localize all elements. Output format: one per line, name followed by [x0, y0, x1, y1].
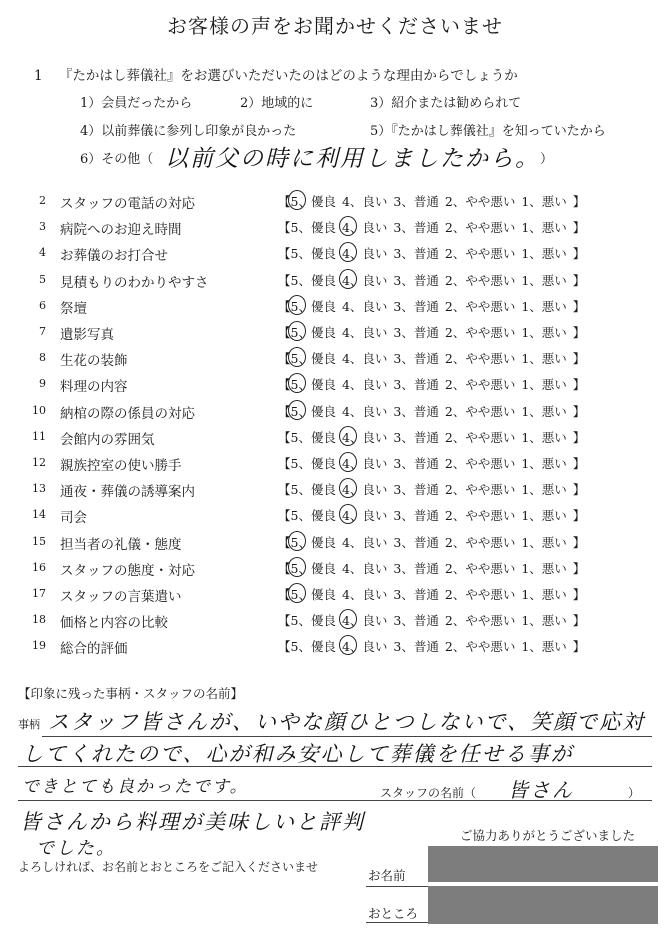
rating-row: [0, 426, 670, 450]
scale-open-bracket: 【: [278, 429, 291, 445]
scale-close-bracket: 】: [572, 272, 586, 288]
option-1: 1）会員だったから: [80, 96, 193, 111]
rating-row: [0, 478, 670, 502]
rating-label: 遺影写真: [60, 327, 114, 343]
thanks-message: ご協力ありがとうございました: [460, 828, 636, 843]
scale-option: 2、やや悪い: [444, 220, 516, 236]
scale-option-selected: 4、良い: [341, 220, 388, 236]
scale-option: 4、良い: [341, 325, 388, 340]
request-message: よろしければ、お名前とおところをご記入くださいませ: [18, 860, 319, 874]
scale-option: 1、悪い: [521, 613, 567, 629]
impression-line-1: スタッフ皆さんが、いやな顔ひとつしないで、笑顔で応対: [48, 710, 646, 734]
scale-open-bracket: 【: [278, 508, 291, 524]
rating-scale: [278, 192, 585, 210]
scale-option: 4、良い: [341, 403, 388, 419]
scale-close-bracket: 】: [572, 508, 586, 524]
option-6-close: ）: [540, 152, 554, 167]
rating-label: 司会: [60, 510, 87, 527]
rating-row: [0, 269, 670, 293]
rating-number: 14: [32, 508, 46, 522]
rating-label: 親族控室の使い勝手: [60, 458, 182, 474]
scale-option: 1、悪い: [521, 351, 567, 367]
rating-row: [0, 216, 670, 240]
rating-number: 12: [32, 456, 46, 469]
scale-option-selected: 5、優良: [290, 377, 336, 393]
rating-number: 11: [32, 429, 46, 443]
scale-option: 5、優良: [290, 456, 336, 471]
scale-option: 3、普通: [393, 194, 439, 209]
scale-option-selected: 4、良い: [341, 456, 388, 471]
scale-close-bracket: 】: [572, 403, 586, 419]
scale-option: 3、普通: [393, 587, 439, 602]
rating-number: 17: [32, 587, 46, 600]
scale-option: 4、良い: [341, 560, 388, 576]
rating-number: 15: [32, 534, 46, 548]
rating-row: [0, 504, 670, 528]
scale-option: 5、優良: [290, 482, 336, 498]
rating-scale: [278, 454, 585, 472]
scale-option: 2、やや悪い: [444, 508, 516, 524]
scale-option: 3、普通: [393, 377, 439, 393]
scale-option: 1、悪い: [521, 272, 567, 288]
scale-close-bracket: 】: [572, 246, 586, 262]
scale-option-selected: 5、優良: [290, 403, 336, 419]
scale-option: 3、普通: [393, 351, 439, 367]
scale-open-bracket: 【: [278, 587, 291, 602]
scale-option: 2、やや悪い: [444, 560, 516, 576]
scale-option: 3、普通: [393, 403, 439, 419]
rating-number: 13: [32, 482, 46, 496]
rating-row: [0, 609, 670, 633]
address-redaction: [428, 886, 658, 924]
rating-row: [0, 635, 670, 659]
scale-option-selected: 5、優良: [290, 534, 336, 550]
rating-label: 病院へのお迎え時間: [60, 222, 182, 239]
scale-option: 2、やや悪い: [444, 377, 516, 393]
option-6: 6）その他（: [80, 152, 154, 167]
writing-line: [42, 736, 652, 737]
scale-option: 1、悪い: [521, 560, 567, 576]
scale-option: 1、悪い: [521, 639, 567, 655]
other-answer-handwritten: 以前父の時に利用しましたから。: [165, 146, 540, 172]
scale-open-bracket: 【: [278, 246, 291, 262]
scale-open-bracket: 【: [278, 560, 291, 576]
scale-option: 2、やや悪い: [444, 639, 516, 655]
rating-label: 見積もりのわかりやすさ: [60, 274, 209, 291]
rating-label: 料理の内容: [60, 379, 128, 396]
scale-close-bracket: 】: [572, 325, 586, 340]
staff-name-label: スタッフの名前（: [380, 786, 477, 800]
scale-option: 1、悪い: [521, 456, 567, 471]
rating-number: 10: [32, 403, 46, 417]
scale-option: 2、やや悪い: [444, 429, 516, 445]
rating-row: [0, 373, 670, 397]
scale-close-bracket: 】: [572, 456, 586, 471]
scale-option: 5、優良: [290, 639, 336, 655]
scale-option: 3、普通: [393, 482, 439, 498]
scale-option: 1、悪い: [521, 534, 567, 550]
staff-name-close: ）: [628, 786, 641, 800]
rating-number: 6: [39, 298, 46, 312]
scale-option: 4、良い: [341, 534, 388, 550]
scale-close-bracket: 】: [572, 220, 586, 236]
rating-row: [0, 400, 670, 424]
scale-option-selected: 4、良い: [341, 429, 388, 445]
scale-option-selected: 4、良い: [341, 272, 388, 288]
scale-option: 3、普通: [393, 560, 439, 576]
scale-option-selected: 4、良い: [341, 613, 388, 629]
scale-open-bracket: 【: [278, 482, 291, 498]
scale-option: 3、普通: [393, 639, 439, 655]
impression-heading: 【印象に残った事柄・スタッフの名前】: [18, 686, 244, 701]
scale-option: 1、悪い: [521, 325, 567, 340]
scale-option-selected: 5、優良: [290, 194, 336, 209]
scale-option: 3、普通: [393, 456, 439, 471]
rating-row: [0, 295, 670, 319]
scale-option: 5、優良: [290, 220, 336, 236]
scale-option: 1、悪い: [521, 482, 567, 498]
rating-row: [0, 583, 670, 607]
address-label: おところ: [368, 906, 419, 921]
scale-close-bracket: 】: [572, 194, 586, 209]
rating-scale: [278, 559, 585, 577]
scale-close-bracket: 】: [572, 377, 586, 393]
impression-line-4: 皆さんから料理が美味しいと評判: [20, 810, 365, 834]
jigara-label: 事柄: [18, 718, 40, 731]
scale-option: 5、優良: [290, 246, 336, 262]
rating-row: [0, 190, 670, 214]
scale-option: 3、普通: [393, 429, 439, 445]
question-text: 『たかはし葬儀社』をお選びいただいたのはどのような理由からでしょうか: [58, 68, 518, 84]
scale-close-bracket: 】: [572, 639, 586, 655]
scale-option: 2、やや悪い: [444, 403, 516, 419]
rating-row: [0, 347, 670, 371]
scale-option: 2、やや悪い: [444, 534, 516, 550]
scale-open-bracket: 【: [278, 325, 291, 340]
scale-close-bracket: 】: [572, 429, 586, 445]
rating-number: 16: [32, 560, 46, 574]
scale-option: 5、優良: [290, 613, 336, 629]
scale-option: 3、普通: [393, 613, 439, 629]
page-title: お客様の声をお聞かせくださいませ: [167, 14, 503, 38]
scale-option-selected: 4、良い: [341, 482, 388, 498]
scale-option: 1、悪い: [521, 194, 567, 209]
rating-label: お葬儀のお打合せ: [60, 248, 168, 265]
rating-row: [0, 321, 670, 345]
rating-label: スタッフの電話の対応: [60, 196, 195, 212]
rating-label: 総合的評価: [60, 641, 128, 658]
scale-option: 3、普通: [393, 298, 439, 314]
scale-open-bracket: 【: [278, 613, 291, 629]
scale-option: 4、良い: [341, 377, 388, 393]
scale-option: 1、悪い: [521, 429, 567, 445]
rating-number: 5: [39, 272, 46, 286]
rating-label: スタッフの言葉遣い: [60, 589, 182, 605]
option-4: 4）以前葬儀に参列し印象が良かった: [80, 124, 297, 139]
rating-number: 4: [39, 246, 46, 260]
scale-option: 2、やや悪い: [444, 456, 516, 471]
scale-open-bracket: 【: [278, 272, 291, 288]
option-2: 2）地域的に: [240, 96, 314, 111]
scale-option: 3、普通: [393, 220, 439, 236]
rating-scale: [278, 297, 585, 315]
name-label: お名前: [368, 868, 406, 883]
question-1: [34, 64, 518, 84]
rating-number: 9: [39, 377, 46, 391]
scale-option: 1、悪い: [521, 298, 567, 314]
rating-label: 担当者の礼儀・態度: [60, 536, 182, 553]
rating-scale: [278, 271, 585, 289]
scale-option-selected: 4、良い: [341, 246, 388, 262]
rating-label: 通夜・葬儀の誘導案内: [60, 484, 195, 501]
rating-label: 会館内の雰囲気: [60, 431, 155, 448]
rating-scale: [278, 349, 585, 367]
scale-open-bracket: 【: [278, 298, 291, 314]
scale-close-bracket: 】: [572, 613, 586, 629]
scale-option: 2、やや悪い: [444, 246, 516, 262]
scale-close-bracket: 】: [572, 482, 586, 498]
scale-option-selected: 5、優良: [290, 298, 336, 314]
rating-scale: [278, 480, 585, 498]
scale-close-bracket: 】: [572, 587, 586, 602]
scale-option: 1、悪い: [521, 377, 567, 393]
rating-label: 価格と内容の比較: [60, 615, 168, 632]
rating-number: 3: [39, 220, 46, 234]
scale-open-bracket: 【: [278, 194, 291, 209]
scale-option: 3、普通: [393, 246, 439, 262]
rating-scale: [278, 375, 585, 393]
scale-option: 2、やや悪い: [444, 325, 516, 340]
scale-option: 1、悪い: [521, 246, 567, 262]
scale-option-selected: 5、優良: [290, 325, 336, 340]
scale-open-bracket: 【: [278, 377, 291, 393]
scale-option: 2、やや悪い: [444, 272, 516, 288]
scale-option-selected: 4、良い: [341, 639, 388, 655]
rating-scale: [278, 218, 585, 236]
scale-option: 1、悪い: [521, 403, 567, 419]
scale-option: 3、普通: [393, 534, 439, 550]
scale-option: 3、普通: [393, 325, 439, 340]
scale-option-selected: 5、優良: [290, 560, 336, 576]
rating-label: 祭壇: [60, 300, 87, 317]
scale-open-bracket: 【: [278, 639, 291, 655]
scale-option: 4、良い: [341, 298, 388, 314]
scale-option: 2、やや悪い: [444, 194, 516, 209]
option-5: 5）『たかはし葬儀社』を知っていたから: [370, 124, 606, 139]
rating-scale: [278, 402, 585, 420]
rating-number: 18: [32, 613, 46, 627]
scale-open-bracket: 【: [278, 456, 291, 471]
rating-scale: [278, 533, 585, 551]
scale-option: 4、良い: [341, 587, 388, 602]
scale-option: 4、良い: [341, 194, 388, 209]
rating-scale: [278, 611, 585, 629]
rating-scale: [278, 428, 585, 446]
scale-option: 4、良い: [341, 351, 388, 367]
rating-number: 8: [39, 351, 46, 365]
rating-scale: [278, 637, 585, 655]
rating-label: 納棺の際の係員の対応: [60, 405, 195, 422]
rating-scale: [278, 506, 585, 524]
scale-option-selected: 5、優良: [290, 351, 336, 367]
impression-line-3: できとても良かったです。: [22, 777, 249, 797]
rating-label: スタッフの態度・対応: [60, 562, 195, 579]
impression-line-5: でした。: [36, 838, 116, 859]
scale-option-selected: 4、良い: [341, 508, 388, 524]
scale-option: 3、普通: [393, 272, 439, 288]
rating-scale: [278, 244, 585, 262]
question-number: 1: [34, 68, 43, 84]
scale-option: 2、やや悪い: [444, 587, 516, 602]
scale-option: 1、悪い: [521, 220, 567, 236]
scale-close-bracket: 】: [572, 298, 586, 314]
scale-option: 2、やや悪い: [444, 298, 516, 314]
rating-number: 2: [39, 194, 46, 207]
name-redaction: [428, 846, 658, 882]
rating-scale: [278, 323, 585, 341]
scale-close-bracket: 】: [572, 351, 586, 367]
scale-option: 3、普通: [393, 508, 439, 524]
scale-option: 5、優良: [290, 508, 336, 524]
scale-open-bracket: 【: [278, 351, 291, 367]
scale-open-bracket: 【: [278, 534, 291, 550]
rating-label: 生花の装飾: [60, 353, 128, 370]
scale-option: 1、悪い: [521, 508, 567, 524]
scale-option: 2、やや悪い: [444, 351, 516, 367]
staff-name-value: 皆さん: [508, 778, 574, 802]
scale-option-selected: 5、優良: [290, 587, 336, 602]
scale-option: 1、悪い: [521, 587, 567, 602]
scale-open-bracket: 【: [278, 220, 291, 236]
rating-row: [0, 242, 670, 266]
scale-close-bracket: 】: [572, 560, 586, 576]
option-3: 3）紹介または勧められて: [370, 96, 522, 111]
rating-number: 19: [32, 639, 46, 653]
scale-option: 2、やや悪い: [444, 613, 516, 629]
rating-row: [0, 452, 670, 476]
rating-number: 7: [39, 325, 46, 338]
scale-close-bracket: 】: [572, 534, 586, 550]
scale-open-bracket: 【: [278, 403, 291, 419]
scale-option: 2、やや悪い: [444, 482, 516, 498]
impression-line-2: してくれたので、心が和み安心して葬儀を任せる事が: [22, 742, 574, 766]
scale-option: 5、優良: [290, 272, 336, 288]
rating-row: [0, 557, 670, 581]
rating-row: [0, 531, 670, 555]
scale-option: 5、優良: [290, 429, 336, 445]
rating-scale: [278, 585, 585, 603]
